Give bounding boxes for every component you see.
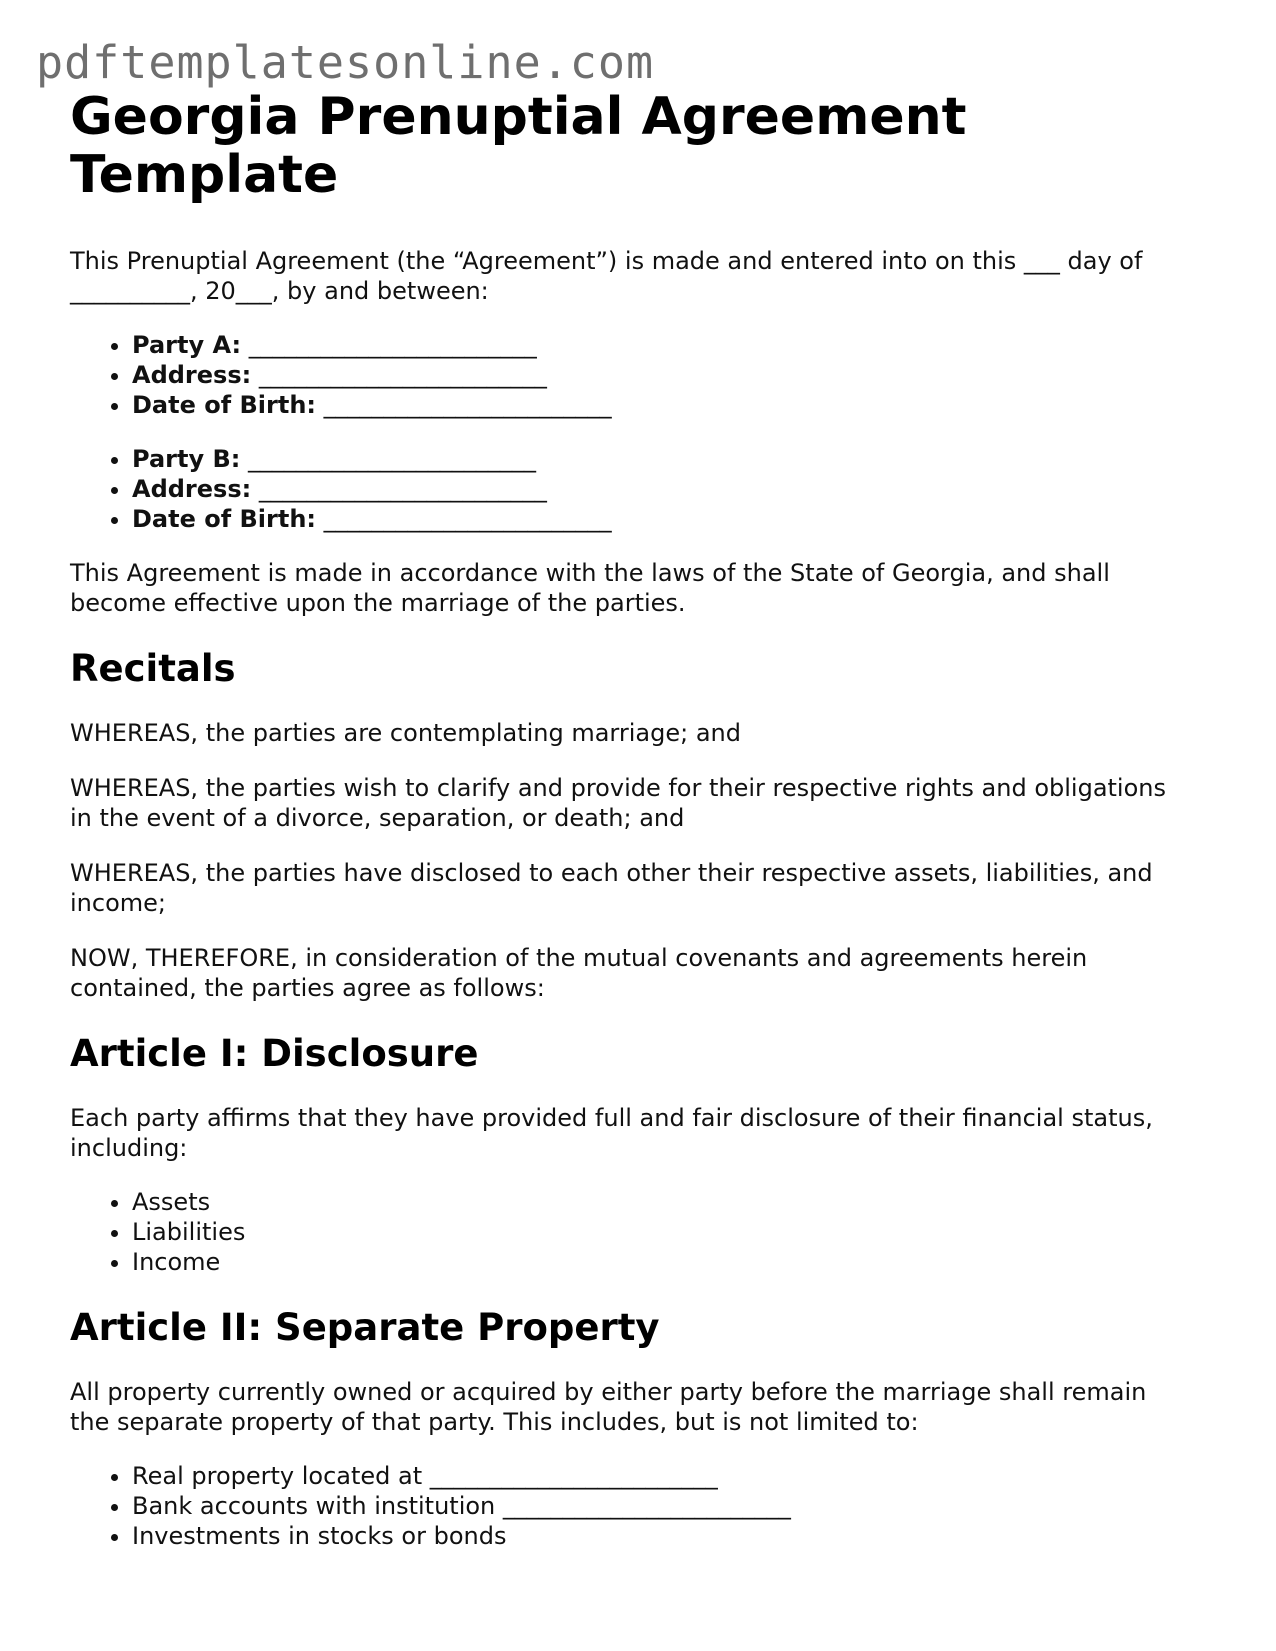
intro-line-1: This Prenuptial Agreement (the “Agreement”) is made and entered into on this ___ day of <box>70 247 1143 275</box>
list-item: • Assets <box>132 1187 1210 1217</box>
document-body <box>70 88 1210 1551</box>
list-item: • Investments in stocks or bonds <box>132 1521 1210 1551</box>
intro-paragraph <box>70 246 1210 306</box>
title-line-2: Template <box>70 145 339 205</box>
article-2-heading: Article II: Separate Property <box>70 1306 660 1349</box>
bank-accounts-field[interactable]: • Bank accounts with institution ________________________ <box>132 1491 1210 1521</box>
title-line-1: Georgia Prenuptial Agreement <box>70 87 967 147</box>
list-item: • Income <box>132 1247 1210 1277</box>
party-a-dob-field[interactable]: • Date of Birth: ________________________ <box>132 390 1210 420</box>
document-title <box>70 88 1210 204</box>
party-b-address-field[interactable]: • Address: ________________________ <box>132 474 1210 504</box>
party-a-list <box>70 330 1210 420</box>
watermark: pdftemplatesonline.com <box>36 36 655 89</box>
real-property-field[interactable]: • Real property located at ________________________ <box>132 1461 1210 1491</box>
intro-line-2: __________, 20___, by and between: <box>70 277 489 305</box>
article-1-paragraph: Each party affirms that they have provided full and fair disclosure of their financial status, including: <box>70 1104 1153 1162</box>
now-therefore: NOW, THEREFORE, in consideration of the mutual covenants and agreements herein contained, the parties agree as follows: <box>70 944 1088 1002</box>
party-a-address-field[interactable]: • Address: ________________________ <box>132 360 1210 390</box>
whereas-1: WHEREAS, the parties are contemplating marriage; and <box>70 719 741 747</box>
party-b-dob-field[interactable]: • Date of Birth: ________________________ <box>132 504 1210 534</box>
party-a-name-field[interactable]: • Party A: ________________________ <box>132 330 1210 360</box>
party-b-list <box>70 444 1210 534</box>
recitals-heading: Recitals <box>70 647 236 690</box>
effective-paragraph: This Agreement is made in accordance with the laws of the State of Georgia, and shall become effective upon the marriage of the parties. <box>70 559 1110 617</box>
whereas-3: WHEREAS, the parties have disclosed to each other their respective assets, liabilities, and income; <box>70 859 1153 917</box>
separate-property-list <box>70 1461 1210 1551</box>
party-b-name-field[interactable]: • Party B: ________________________ <box>132 444 1210 474</box>
list-item: • Liabilities <box>132 1217 1210 1247</box>
disclosure-list <box>70 1187 1210 1277</box>
whereas-2: WHEREAS, the parties wish to clarify and provide for their respective rights and obligations in the event of a divorce, separation, or death; and <box>70 774 1166 832</box>
article-1-heading: Article I: Disclosure <box>70 1032 479 1075</box>
article-2-paragraph: All property currently owned or acquired by either party before the marriage shall remain the separate property of that party. This includes, but is not limited to: <box>70 1378 1147 1436</box>
